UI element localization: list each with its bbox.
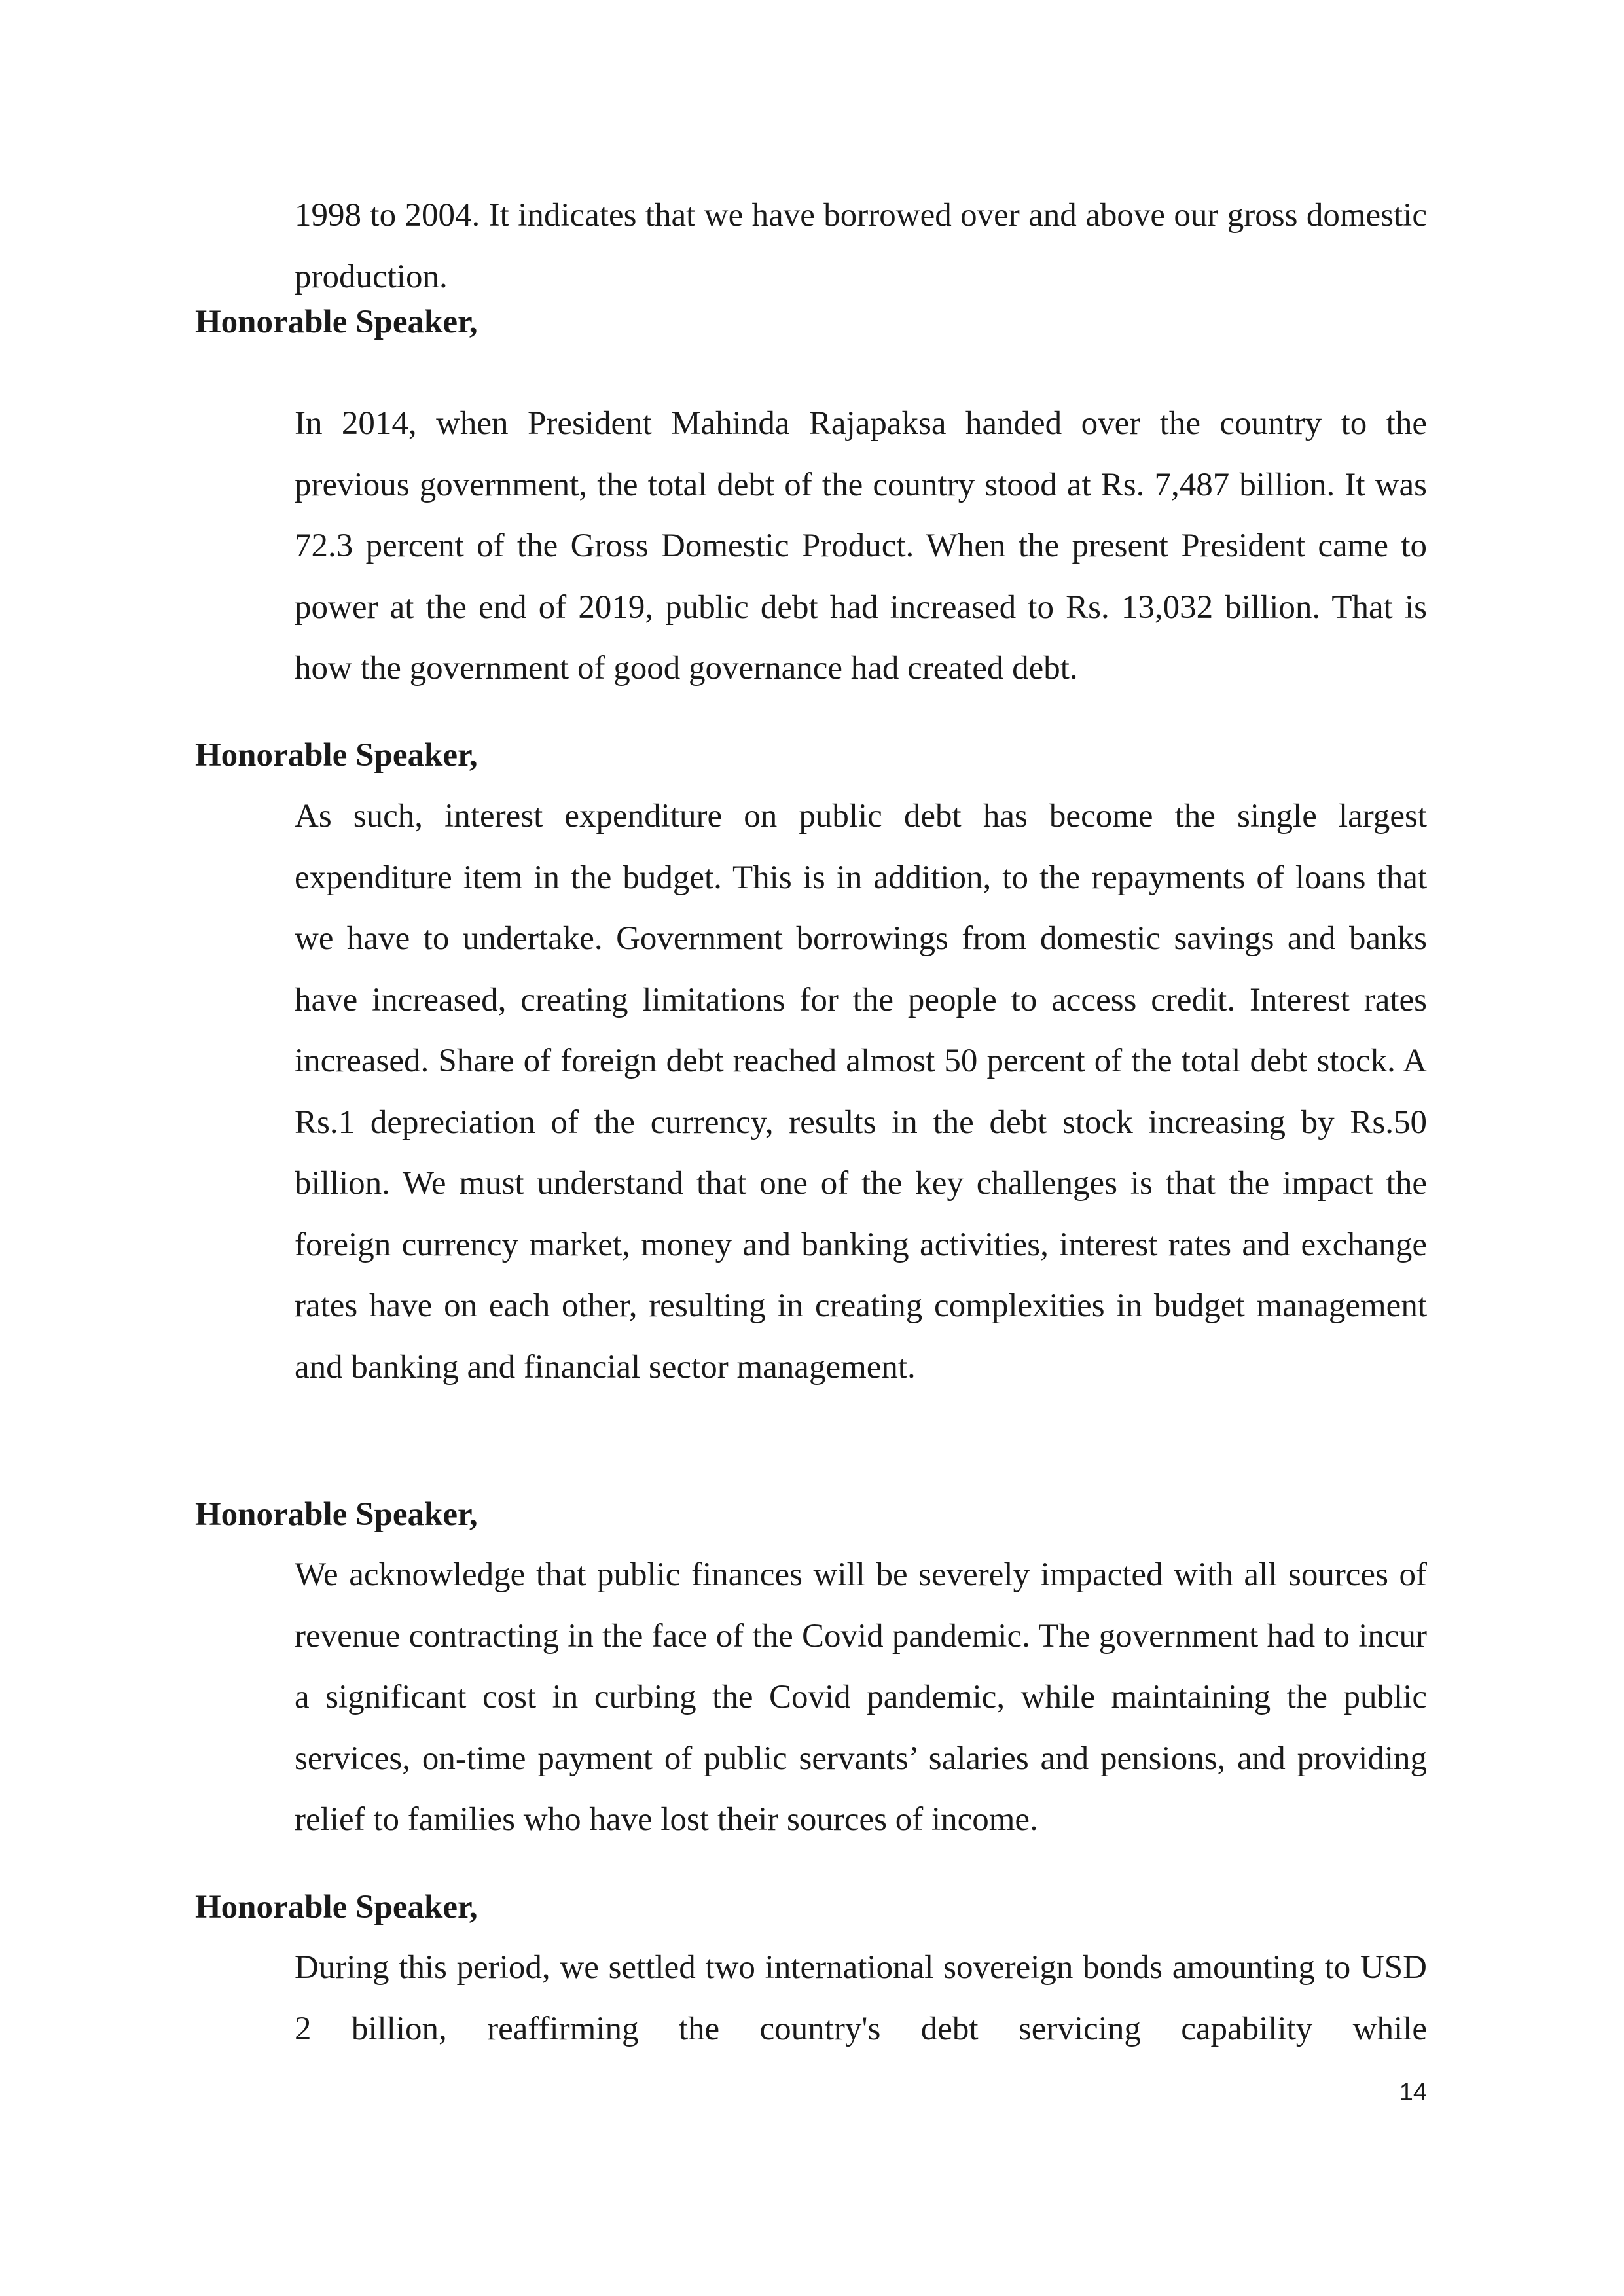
paragraph-sovereign-bonds: During this period, we settled two international sovereign bonds amounting to USD 2 billion, reaffirming the country's debt servicing capability while	[295, 1949, 1427, 2047]
speaker-heading: Honorable Speaker,	[195, 304, 478, 340]
page-number: 14	[1399, 2079, 1427, 2106]
speaker-heading: Honorable Speaker,	[195, 1889, 478, 1926]
paragraph-interest-expenditure: As such, interest expenditure on public debt has become the single largest expenditure item in the budget. This is in addition, to the repayments of loans that we have to undertake. Government borrowings from domestic savings and banks have increased, creating limitations for the people to access credit. Interest rates increased. Share of foreign debt reached almost 50 percent of the total debt stock. A Rs.1 depreciation of the currency, results in the debt stock increasing by Rs.50 billion. We must understand that one of the key challenges is that the impact the foreign currency market, money and banking activities, interest rates and exchange rates have on each other, resulting in creating complexities in budget management and banking and financial sector management.	[295, 798, 1427, 1386]
speaker-heading: Honorable Speaker,	[195, 737, 478, 774]
paragraph-debt-gdp-intro: 1998 to 2004. It indicates that we have borrowed over and above our gross domestic production.	[295, 197, 1427, 295]
paragraph-total-debt: In 2014, when President Mahinda Rajapaksa handed over the country to the previous government, the total debt of the country stood at Rs. 7,487 billion. It was 72.3 percent of the Gross Domestic Product. When the present President came to power at the end of 2019, public debt had increased to Rs. 13,032 billion. That is how the government of good governance had created debt.	[295, 405, 1427, 687]
speaker-heading: Honorable Speaker,	[195, 1496, 478, 1533]
paragraph-covid-impact: We acknowledge that public finances will be severely impacted with all sources of revenue contracting in the face of the Covid pandemic. The government had to incur a significant cost in curbing the Covid pandemic, while maintaining the public services, on-time payment of public servants’ salaries and pensions, and providing relief to families who have lost their sources of income.	[295, 1556, 1427, 1838]
